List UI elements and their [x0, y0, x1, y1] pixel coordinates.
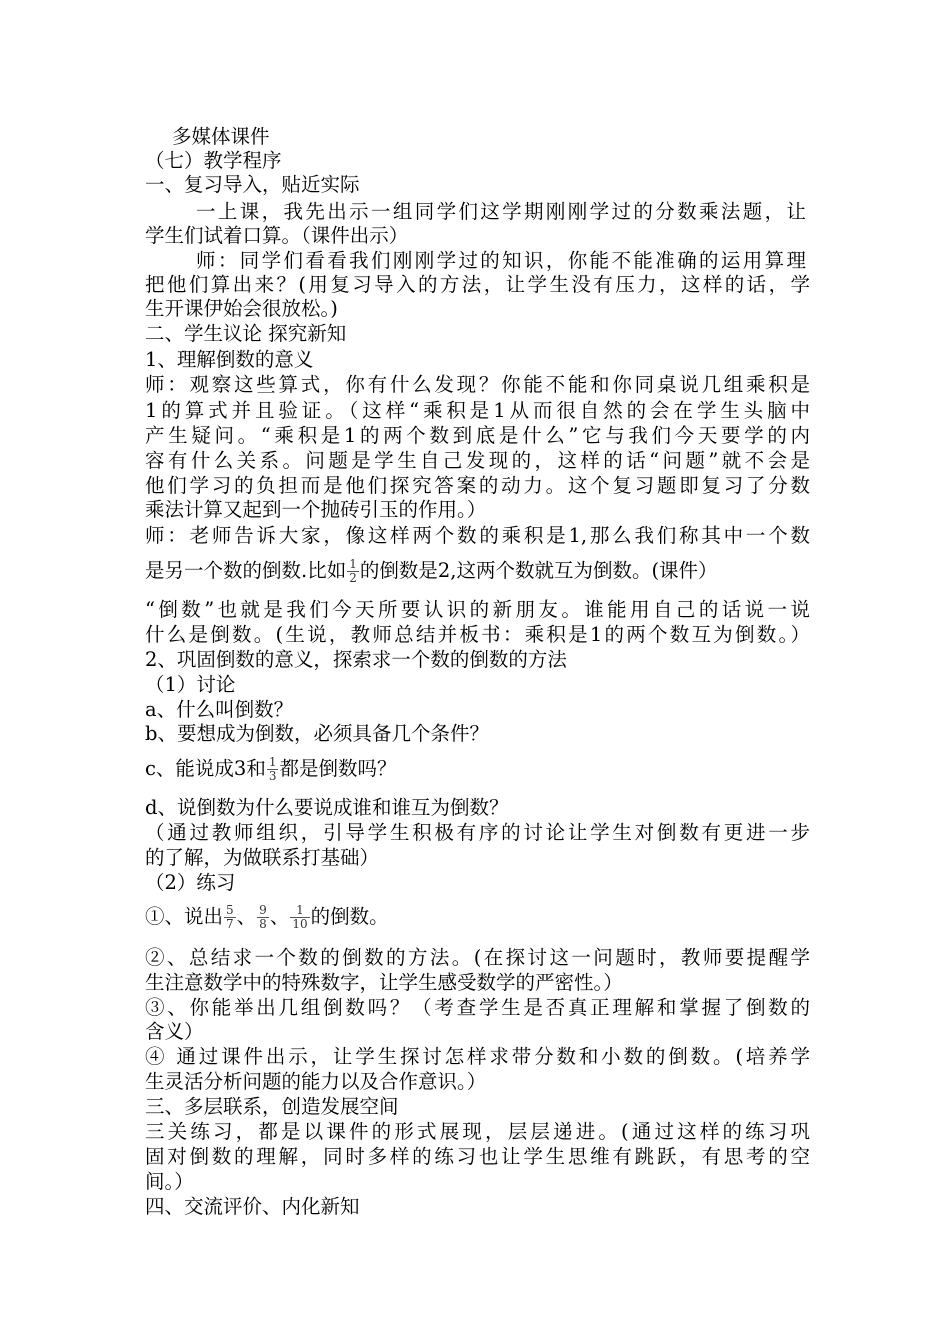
- paragraph-line: 生开课伊始会很放松。): [145, 297, 338, 320]
- section-heading: 二、学生议论 探究新知: [145, 322, 347, 345]
- exercise-line: [145, 900, 810, 934]
- section-heading: 三、多层联系，创造发展空间: [145, 1095, 399, 1118]
- paragraph-line: 一上课，我先出示一组同学们这学期刚刚学过的分数乘法题，让: [196, 200, 806, 223]
- fraction-five-sevenths: [224, 904, 236, 931]
- discussion-question: b、要想成为倒数，必须具备几个条件？: [145, 722, 489, 745]
- paragraph-line: 间。）: [145, 1170, 194, 1193]
- fraction-numerator: 1: [290, 904, 309, 918]
- fraction-one-tenth: [290, 904, 309, 931]
- paragraph-line: 1的算式并且验证。（这样“乘积是1从而很自然的会在学生头脑中: [145, 399, 810, 422]
- text-segment: 是另一个数的倒数.比如: [145, 559, 347, 582]
- separator: 、: [236, 905, 257, 928]
- paragraph-line: 固对倒数的理解，同时多样的练习也让学生思维有跳跃，有思考的空: [145, 1145, 810, 1168]
- paragraph-line: 三关练习，都是以课件的形式展现，层层递进。(通过这样的练习巩: [145, 1120, 810, 1143]
- fraction-denominator: 7: [226, 917, 234, 931]
- paragraph-line: 师：观察这些算式，你有什么发现？你能不能和你同桌说几组乘积是: [145, 373, 810, 396]
- subsection-heading: 1、理解倒数的意义: [145, 348, 314, 371]
- paragraph-line: （通过教师组织，引导学生积极有序的讨论让学生对倒数有更进一步: [145, 821, 810, 844]
- paragraph-line: 含义）: [145, 1020, 204, 1043]
- paragraph-line: 乘法计算又起到一个抛砖引玉的作用。）: [145, 498, 487, 521]
- exercise-line: ②、总结求一个数的倒数的方法。(在探讨这一问题时，教师要提醒学: [145, 946, 810, 969]
- fraction-numerator: 9: [259, 903, 267, 917]
- fraction-numerator: 1: [268, 755, 277, 769]
- fraction-one-third: [267, 756, 279, 783]
- fraction-denominator: 3: [268, 769, 277, 783]
- paragraph-line: 容有什么关系。问题是学生自己发现的，这样的话“问题”就不会是: [145, 449, 810, 472]
- text-segment: c、能说成3和: [145, 757, 266, 780]
- subsection-heading: （1）讨论: [145, 673, 236, 696]
- paragraph-line: 生灵活分析问题的能力以及合作意识。）: [145, 1070, 487, 1093]
- fraction-numerator: 1: [349, 557, 357, 571]
- subsection-heading: 2、巩固倒数的意义，探索求一个数的倒数的方法: [145, 648, 567, 671]
- fraction-denominator: 8: [259, 917, 267, 931]
- text-segment: ①、说出: [145, 905, 224, 928]
- paragraph-line: 把他们算出来？(用复习导入的方法，让学生没有压力，这样的话，学: [145, 273, 810, 296]
- text-segment: 的倒数是2,这两个数就互为倒数。(课件）: [359, 559, 718, 582]
- fraction-nine-eighths: [257, 904, 269, 931]
- paragraph-line: “倒数”也就是我们今天所要认识的新朋友。谁能用自己的话说一说: [145, 598, 810, 621]
- discussion-question: d、说倒数为什么要说成谁和谁互为倒数？: [145, 796, 509, 819]
- paragraph-line: 他们学习的负担而是他们探究答案的动力。这个复习题即复习了分数: [145, 474, 810, 497]
- fraction-denominator: 10: [292, 917, 308, 931]
- paragraph-line: 生注意数学中的特殊数字，让学生感受数学的严密性。）: [145, 971, 623, 994]
- paragraph-line: 学生们试着口算。（课件出示）: [145, 224, 409, 247]
- section-heading: （七）教学程序: [145, 149, 282, 172]
- section-heading: 四、交流评价、内化新知: [145, 1195, 360, 1218]
- paragraph-line: 产生疑问。“乘积是1的两个数到底是什么”它与我们今天要学的内: [145, 424, 810, 447]
- fraction-one-half: [347, 558, 359, 585]
- paragraph-line: 什么是倒数。(生说，教师总结并板书：乘积是1的两个数互为倒数。）: [145, 623, 810, 646]
- paragraph-line: 的了解，为做联系打基础）: [145, 846, 380, 869]
- reciprocal-example-line: [145, 554, 810, 588]
- text-segment: 的倒数。: [310, 905, 389, 928]
- text-segment: 都是倒数吗？: [279, 757, 397, 780]
- paragraph-line: 师：同学们看看我们刚刚学过的知识，你能不能准确的运用算理: [196, 249, 806, 272]
- section-heading: 一、复习导入，贴近实际: [145, 173, 360, 196]
- exercise-line: ③、你能举出几组倒数吗？（考查学生是否真正理解和掌握了倒数的: [145, 996, 810, 1019]
- paragraph-line: 师：老师告诉大家，像这样两个数的乘积是1,那么我们称其中一个数: [145, 524, 810, 547]
- subsection-heading: （2）练习: [145, 871, 236, 894]
- fraction-numerator: 5: [226, 903, 234, 917]
- exercise-line: ④ 通过课件出示，让学生探讨怎样求带分数和小数的倒数。(培养学: [145, 1045, 810, 1068]
- discussion-question: a、什么叫倒数？: [145, 698, 294, 721]
- fraction-denominator: 2: [349, 571, 357, 585]
- separator: 、: [269, 905, 290, 928]
- material-line: 多媒体课件: [172, 125, 270, 148]
- discussion-question: [145, 752, 810, 786]
